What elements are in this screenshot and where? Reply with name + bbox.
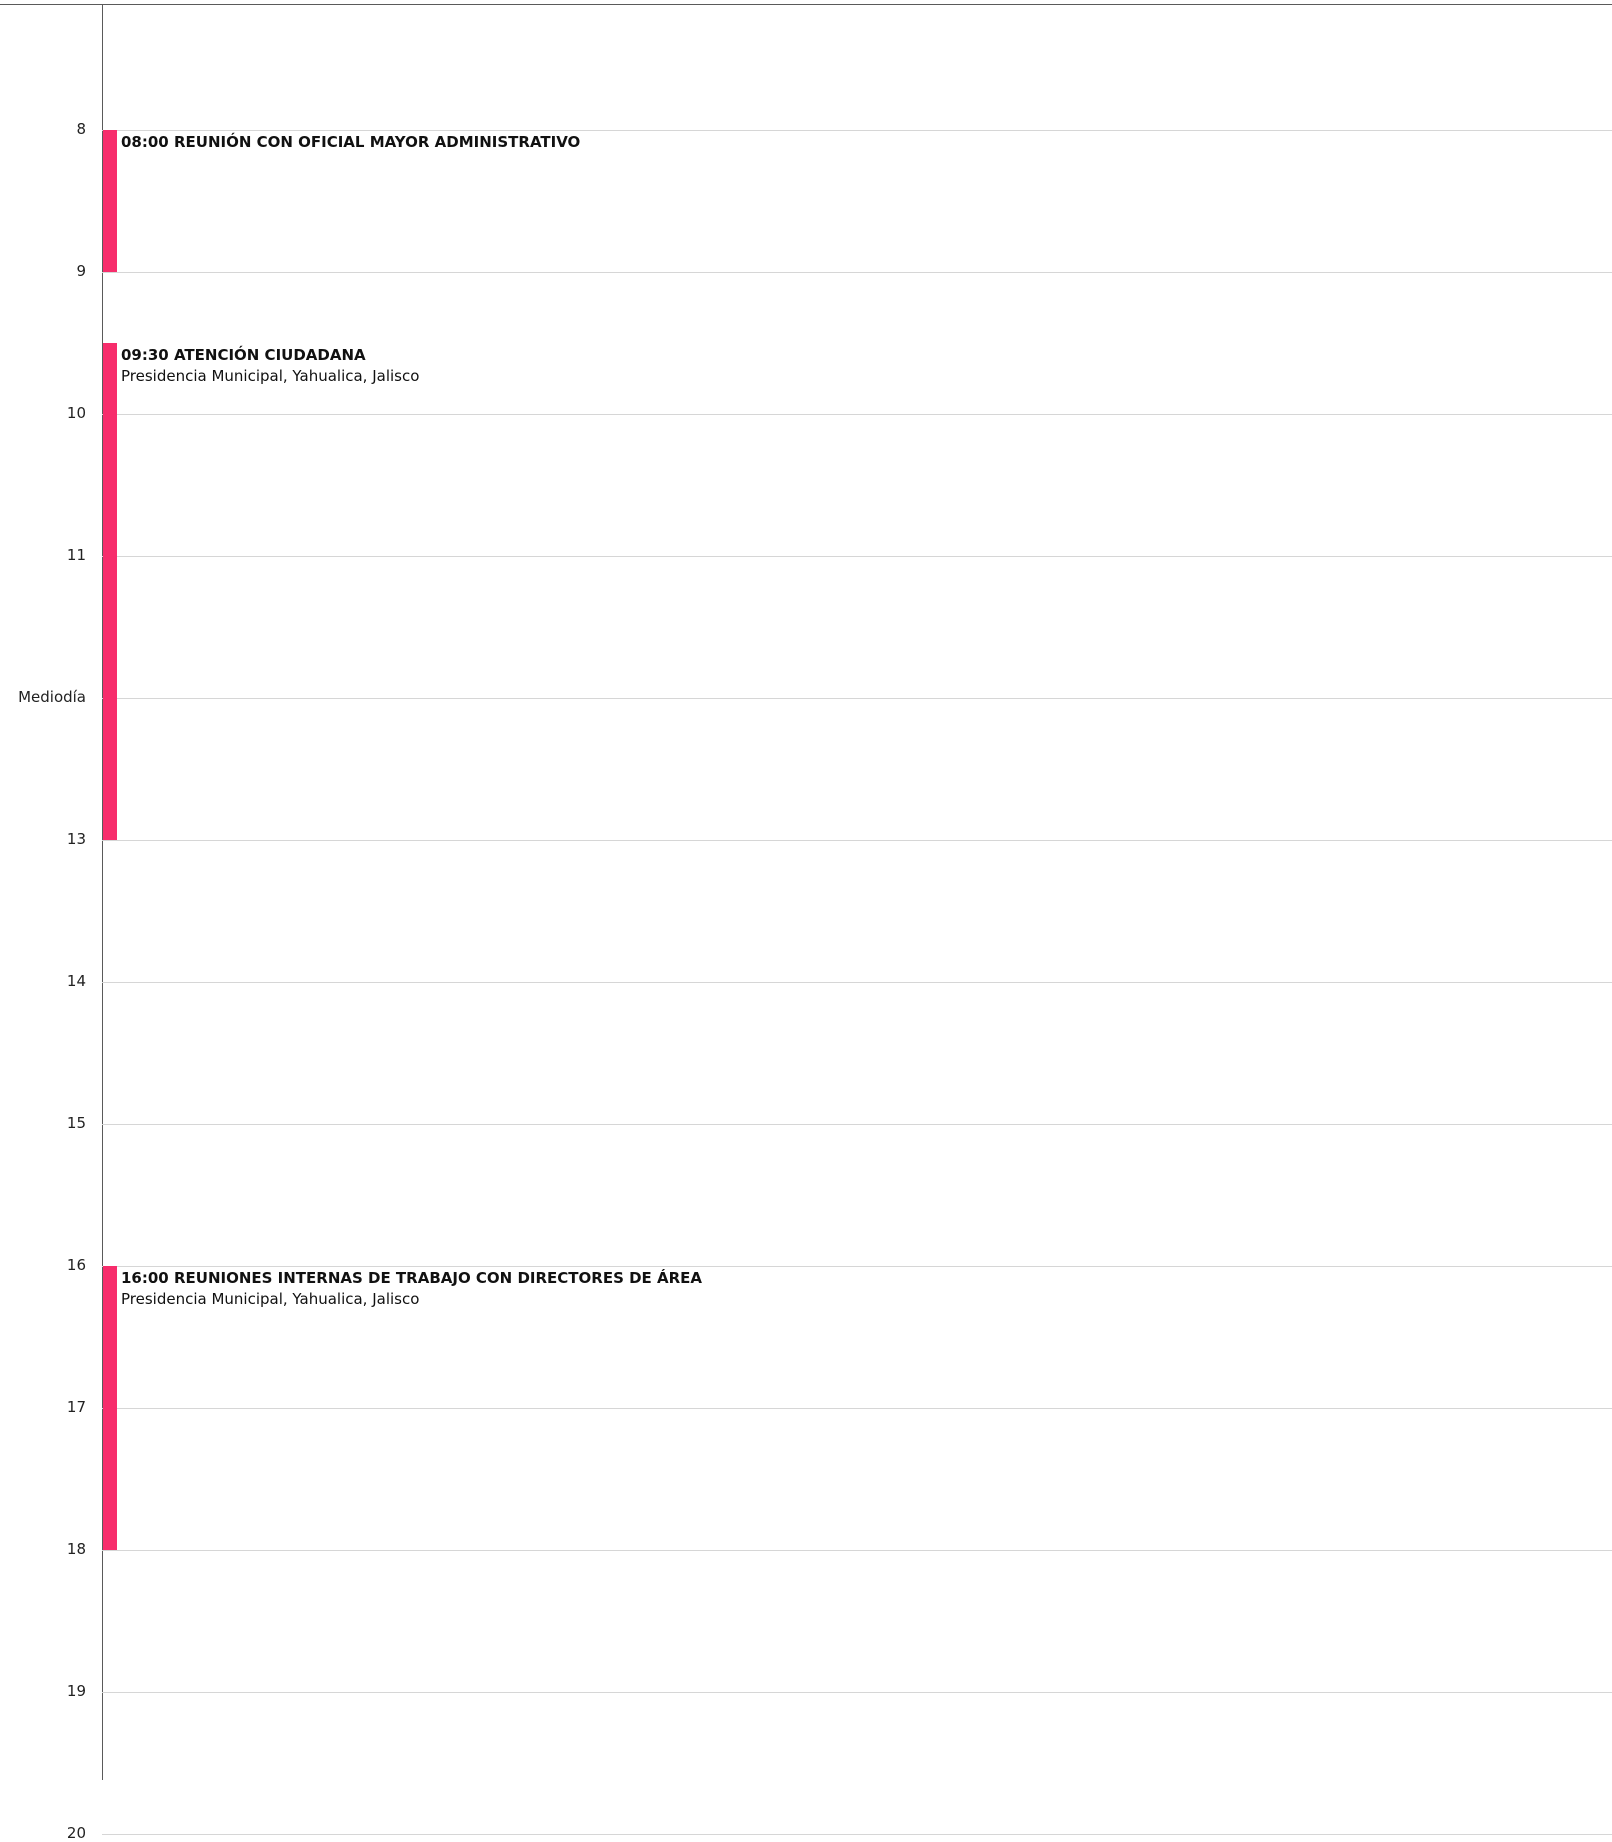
hour-line <box>102 1408 1612 1409</box>
hour-line <box>102 982 1612 983</box>
hour-label: 13 <box>66 830 86 848</box>
hour-label: 9 <box>76 262 86 280</box>
hour-line <box>102 556 1612 557</box>
event-color-bar[interactable] <box>103 343 117 840</box>
hour-label: 20 <box>66 1824 86 1842</box>
hour-line <box>102 698 1612 699</box>
calendar-event[interactable] <box>121 131 580 153</box>
calendar-event[interactable] <box>121 344 419 386</box>
hour-label: 15 <box>66 1114 86 1132</box>
hour-line <box>102 1834 1612 1835</box>
hour-label: 10 <box>66 404 86 422</box>
event-title[interactable]: 08:00 REUNIÓN CON OFICIAL MAYOR ADMINISTRATIVO <box>121 133 581 151</box>
event-location: Presidencia Municipal, Yahualica, Jalisco <box>121 1290 420 1308</box>
hour-label: 19 <box>66 1682 86 1700</box>
event-location: Presidencia Municipal, Yahualica, Jalisco <box>121 367 420 385</box>
hour-label: 17 <box>66 1398 86 1416</box>
event-color-bar[interactable] <box>103 130 117 272</box>
hour-line <box>102 1692 1612 1693</box>
hour-label: 8 <box>76 120 86 138</box>
hour-line <box>102 1550 1612 1551</box>
top-border <box>0 4 1612 5</box>
hour-label: 11 <box>66 546 86 564</box>
event-color-bar[interactable] <box>103 1266 117 1550</box>
hour-line <box>102 272 1612 273</box>
hour-line <box>102 414 1612 415</box>
hour-label: 14 <box>66 972 86 990</box>
hour-label: Mediodía <box>18 688 86 706</box>
hour-line <box>102 840 1612 841</box>
hour-label: 18 <box>66 1540 86 1558</box>
event-title[interactable]: 16:00 REUNIONES INTERNAS DE TRABAJO CON DIRECTORES DE ÁREA <box>121 1269 703 1287</box>
calendar-event[interactable] <box>121 1267 702 1309</box>
event-title[interactable]: 09:30 ATENCIÓN CIUDADANA <box>121 346 366 364</box>
hour-label: 16 <box>66 1256 86 1274</box>
hour-line <box>102 1124 1612 1125</box>
